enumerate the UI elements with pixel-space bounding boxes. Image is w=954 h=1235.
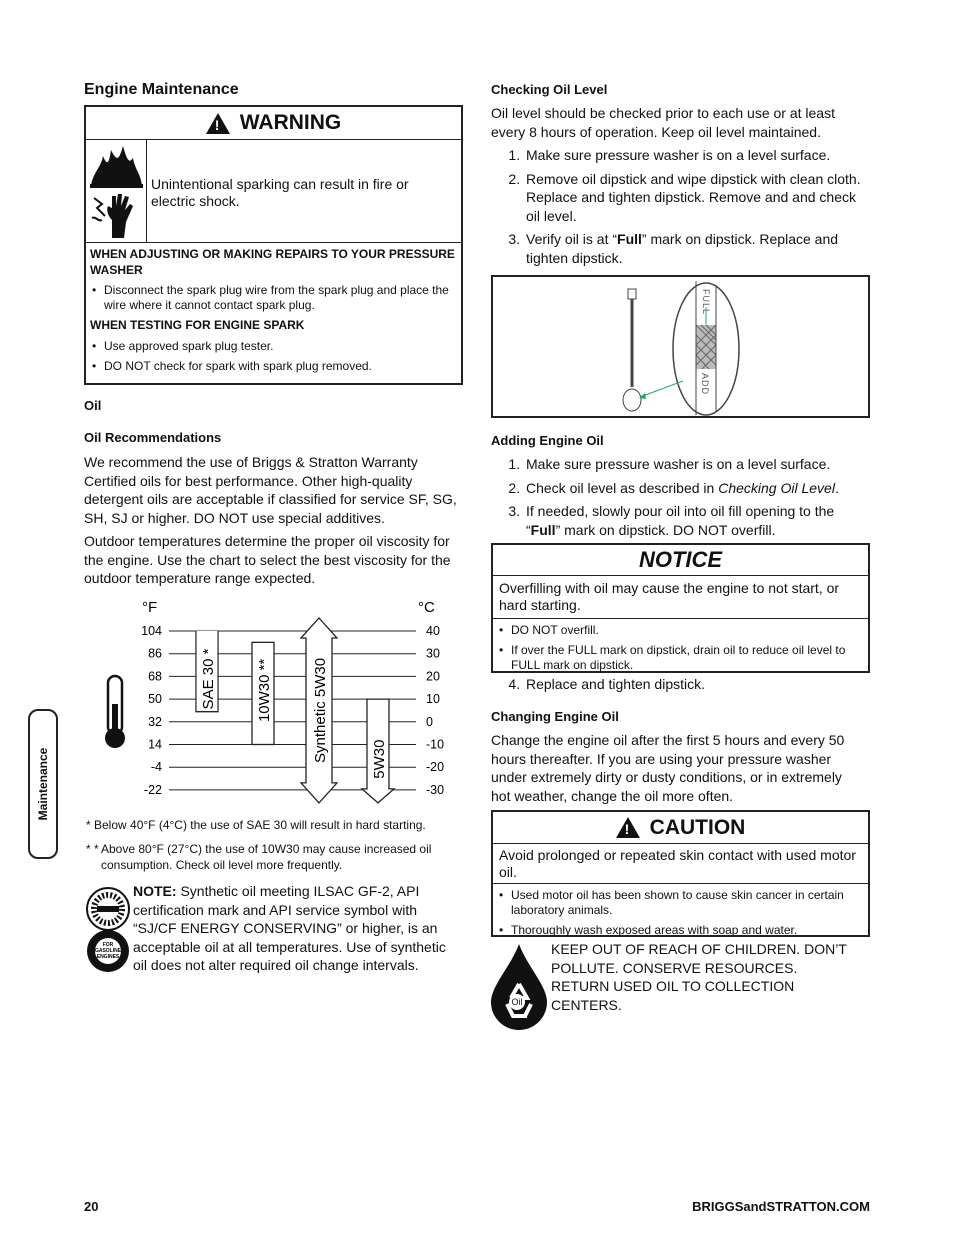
c-tick-label: 10 (426, 692, 440, 707)
list-item: • If over the FULL mark on dipstick, drain oil to reduce oil level to FULL mark on dipstick. (497, 643, 864, 673)
footer-site: BRIGGSandSTRATTON.COM (692, 1199, 870, 1214)
footnote-2-mark: * * (86, 842, 99, 856)
list-item: • DO NOT overfill. (497, 623, 864, 638)
bar-label: Synthetic 5W30 (312, 657, 329, 763)
list-item: 4. Replace and tighten dipstick. (524, 675, 869, 694)
caution-list (493, 884, 868, 938)
check-oil-steps (491, 146, 869, 272)
list-item: 2. Check oil level as described in Checking Oil Level. (524, 479, 869, 498)
fire-icon (87, 142, 145, 190)
dipstick-full-label: FULL (701, 289, 711, 316)
viscosity-chart (84, 592, 464, 807)
c-tick-label: -20 (426, 760, 445, 775)
warning-section2-list (90, 339, 457, 374)
hazard-row (86, 140, 461, 243)
bar-label: 10W30 ** (256, 658, 273, 723)
warning-header: ! WARNING (86, 107, 461, 140)
dipstick-figure (491, 275, 870, 418)
f-tick-label: 32 (148, 714, 162, 729)
warning-section1-heading: WHEN ADJUSTING OR MAKING REPAIRS TO YOUR PRESSURE WASHER (90, 247, 455, 277)
oil-rec-paragraph-1: We recommend the use of Briggs & Stratton Warranty Certified oils for best performance. Other high-quality detergent oils are acceptable if classified for service SF, SG, SH, SJ or higher. DO NOT use special additives. (84, 454, 457, 526)
note-paragraph (133, 882, 463, 975)
dipstick-add-label: ADD (700, 373, 710, 396)
add-oil-step-4 (491, 675, 869, 699)
list-item: 1. Make sure pressure washer is on a level surface. (524, 146, 869, 165)
list-item: 1. Make sure pressure washer is on a level surface. (524, 455, 869, 474)
electric-shock-icon (88, 190, 144, 240)
caution-box (491, 810, 870, 937)
list-item: • Used motor oil has been shown to cause skin cancer in certain laboratory animals. (497, 888, 864, 918)
notice-text: Overfilling with oil may cause the engine to not start, or hard starting. (493, 576, 868, 619)
warning-section1-list (90, 283, 457, 313)
f-tick-label: 104 (141, 624, 162, 638)
check-oil-intro: Oil level should be checked prior to each use or at least every 8 hours of operation. Keep oil level maintained. (491, 105, 835, 140)
add-oil-heading: Adding Engine Oil (491, 433, 604, 448)
c-tick-label: 40 (426, 624, 440, 638)
footnote-1: * Below 40°F (4°C) the use of SAE 30 will result in hard starting. (86, 818, 426, 832)
recycle-text: KEEP OUT OF REACH OF CHILDREN. DON’T POLLUTE. CONSERVE RESOURCES. RETURN USED OIL TO COLLECTION CENTERS. (551, 941, 847, 1013)
svg-text:ENGINES: ENGINES (96, 954, 120, 960)
warning-body (86, 243, 461, 374)
f-tick-label: 68 (148, 669, 162, 684)
warning-triangle-icon: ! (206, 113, 230, 134)
note-label: NOTE: (133, 883, 177, 899)
api-certification-mark-icon (85, 928, 131, 974)
svg-text:FOR: FOR (102, 942, 114, 948)
notice-box (491, 543, 870, 673)
notice-header: NOTICE (493, 545, 868, 576)
c-tick-label: 30 (426, 646, 440, 661)
thermometer-icon (105, 676, 125, 748)
warning-box (84, 105, 463, 385)
list-item: 3. Verify oil is at “Full” mark on dipstick. Replace and tighten dipstick. (524, 230, 869, 267)
warning-section2-heading: WHEN TESTING FOR ENGINE SPARK (90, 318, 305, 332)
oil-rec-heading: Oil Recommendations (84, 430, 222, 445)
hazard-icons (86, 140, 147, 242)
f-tick-label: -4 (150, 760, 162, 775)
list-item: 2. Remove oil dipstick and wipe dipstick with clean cloth. Replace and tighten dipstick. Remove and and check oil level. (524, 170, 869, 226)
c-tick-label: -10 (426, 737, 445, 752)
list-item: • Use approved spark plug tester. (90, 339, 457, 354)
check-oil-heading: Checking Oil Level (491, 82, 608, 97)
dipstick-illustration (493, 277, 868, 416)
c-tick-label: -30 (426, 782, 445, 797)
list-item: • Disconnect the spark plug wire from the spark plug and place the wire where it cannot contact spark plug. (90, 283, 457, 313)
svg-text:GASOLINE: GASOLINE (94, 948, 122, 954)
warning-triangle-icon: ! (616, 817, 640, 838)
f-tick-label: -22 (143, 782, 162, 797)
change-oil-text: Change the engine oil after the first 5 hours and every 50 hours thereafter. If you are using your pressure washer under extremely dirty or dusty conditions, or in extremely hot weather, change the oil more often. (491, 732, 845, 804)
f-tick-label: 86 (148, 646, 162, 661)
caution-header: ! CAUTION (493, 812, 868, 844)
list-item: • DO NOT check for spark with spark plug removed. (90, 359, 457, 374)
notice-list (493, 619, 868, 673)
change-oil-heading: Changing Engine Oil (491, 709, 619, 724)
bar-label: SAE 30 * (200, 648, 217, 710)
celsius-label: °C (418, 599, 435, 616)
oil-recycle-icon (489, 942, 549, 1032)
f-tick-label: 50 (148, 692, 162, 707)
hazard-text: Unintentional sparking can result in fire or electric shock. (151, 176, 409, 209)
section-title: Engine Maintenance (84, 81, 239, 98)
list-item: 3. If needed, slowly pour oil into oil fill opening to the “Full” mark on dipstick. DO NOT overfill. (524, 502, 869, 539)
svg-text:Oil: Oil (511, 997, 523, 1007)
footnote-2: Above 80°F (27°C) the use of 10W30 may cause increased oil consumption. Check oil level more frequently. (101, 842, 432, 872)
c-tick-label: 20 (426, 669, 440, 684)
oil-heading: Oil (84, 398, 102, 413)
list-item: • Thoroughly wash exposed areas with soap and water. (497, 923, 864, 938)
oil-rec-paragraph-2: Outdoor temperatures determine the proper oil viscosity for the engine. Use the chart to select the best viscosity for the outdoor temperature range expected. (84, 533, 451, 586)
c-tick-label: 0 (426, 714, 433, 729)
page-number: 20 (84, 1199, 99, 1214)
api-service-symbol-icon (85, 886, 131, 932)
add-oil-steps (491, 455, 869, 544)
side-tab-maintenance: Maintenance (28, 709, 58, 859)
fahrenheit-label: °F (142, 599, 158, 616)
note-text: Synthetic oil meeting ILSAC GF-2, API certification mark and API service symbol with “SJ/CF ENERGY CONSERVING” or higher, is an acceptable oil at all temperatures. Use of synthetic oil does not alter required oil change intervals. (133, 883, 446, 973)
caution-text: Avoid prolonged or repeated skin contact with used motor oil. (493, 844, 868, 884)
f-tick-label: 14 (148, 737, 162, 752)
bar-label: 5W30 (371, 739, 388, 779)
